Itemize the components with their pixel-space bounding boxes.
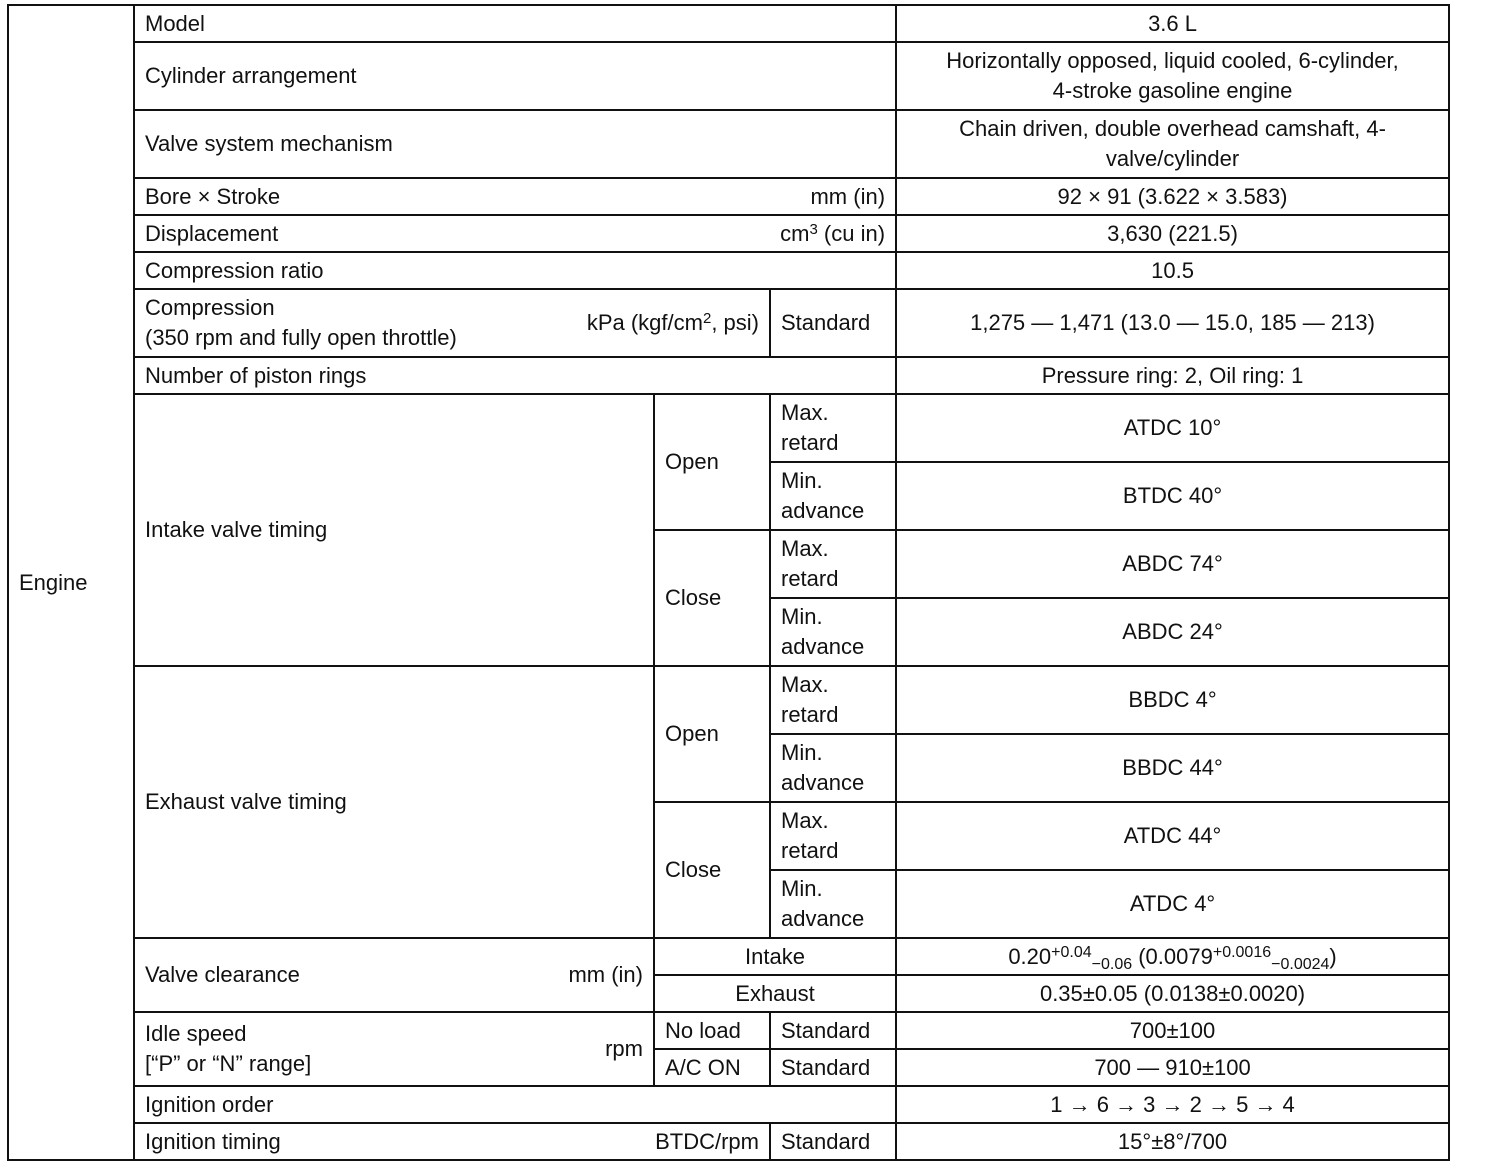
intake-close-label: Close: [654, 530, 770, 666]
valve-system-label: Valve system mechanism: [134, 110, 896, 178]
idle-no-load-label: No load: [654, 1012, 770, 1049]
compression-unit: kPa ($kgf/cm^2$, psi): [586, 310, 759, 335]
idle-speed-label-line2: [“P” or “N” range]: [145, 1051, 312, 1076]
displacement-unit: $cm^3$ (cu in): [780, 220, 886, 246]
idle-ac-on-label: A/C ON: [654, 1049, 770, 1086]
valve-clearance-intake-value: $0.20^{+0.04}_{-0.06}$ $(0.0079^{+0.0016}_{-0.0024})$: [896, 938, 1449, 975]
exhaust-close-max-label: Max. retard: [770, 802, 896, 870]
ignition-timing-label-cell: [134, 1123, 770, 1160]
displacement-value: 3,630 (221.5): [896, 215, 1449, 252]
cylinder-arrangement-label: Cylinder arrangement: [134, 42, 896, 110]
intake-open-min-value: BTDC 40°: [896, 462, 1449, 530]
ignition-timing-label: Ignition timing: [145, 1128, 281, 1154]
exhaust-close-max-value: ATDC 44°: [896, 802, 1449, 870]
displacement-label-cell: [134, 215, 896, 252]
ignition-order-label: Ignition order: [134, 1086, 896, 1123]
intake-open-max-label: Max. retard: [770, 394, 896, 462]
valve-clearance-label-cell: [134, 938, 654, 1012]
valve-clearance-exhaust-value: 0.35±0.05 (0.0138±0.0020): [896, 975, 1449, 1012]
intake-open-min-label: Min. advance: [770, 462, 896, 530]
cylinder-value-line2: 4-stroke gasoline engine: [1052, 78, 1293, 103]
engine-section-label: Engine: [8, 5, 134, 1160]
valve-system-value: [896, 110, 1449, 178]
piston-rings-label: Number of piston rings: [134, 357, 896, 394]
compression-ratio-label: Compression ratio: [134, 252, 896, 289]
idle-no-load-value: 700±100: [896, 1012, 1449, 1049]
displacement-label: Displacement: [145, 220, 279, 246]
intake-open-max-value: ATDC 10°: [896, 394, 1449, 462]
idle-ac-on-value: 700 — 910±100: [896, 1049, 1449, 1086]
compression-ratio-value: 10.5: [896, 252, 1449, 289]
valve-clearance-label: Valve clearance: [145, 962, 300, 987]
exhaust-open-label: Open: [654, 666, 770, 802]
bore-stroke-value: 92 × 91 (3.622 × 3.583): [896, 178, 1449, 215]
exhaust-close-min-label: Min. advance: [770, 870, 896, 938]
compression-label-cell: [134, 289, 770, 357]
intake-close-min-label: Min. advance: [770, 598, 896, 666]
idle-ac-on-standard: Standard: [770, 1049, 896, 1086]
exhaust-open-min-label: Min. advance: [770, 734, 896, 802]
model-label: Model: [134, 5, 896, 42]
ignition-order-value: 1 → 6 → 3 → 2 → 5 → 4: [896, 1086, 1449, 1123]
idle-speed-label-line1: Idle speed: [145, 1021, 247, 1046]
compression-label-line2: (350 rpm and fully open throttle): [145, 325, 457, 350]
idle-speed-label-cell: [134, 1012, 654, 1086]
intake-timing-label: Intake valve timing: [134, 394, 654, 666]
exhaust-timing-label: Exhaust valve timing: [134, 666, 654, 938]
ignition-timing-unit: BTDC/rpm: [655, 1128, 759, 1154]
bore-stroke-label-cell: [134, 178, 896, 215]
exhaust-open-min-value: BBDC 44°: [896, 734, 1449, 802]
valve-clearance-exhaust-label: Exhaust: [654, 975, 896, 1012]
compression-standard-label: Standard: [770, 289, 896, 357]
compression-value: 1,275 — 1,471 (13.0 — 15.0, 185 — 213): [896, 289, 1449, 357]
exhaust-open-max-value: BBDC 4°: [896, 666, 1449, 734]
bore-stroke-label: Bore × Stroke: [145, 183, 281, 209]
model-value: 3.6 L: [896, 5, 1449, 42]
cylinder-value-line1: Horizontally opposed, liquid cooled, 6-cylinder,: [946, 48, 1399, 73]
intake-close-max-label: Max. retard: [770, 530, 896, 598]
ignition-timing-value: 15°±8°/700: [896, 1123, 1449, 1160]
valve-system-value-line2: valve/cylinder: [1105, 146, 1240, 171]
bore-stroke-unit: mm (in): [810, 183, 886, 209]
ignition-timing-standard: Standard: [770, 1123, 896, 1160]
piston-rings-value: Pressure ring: 2, Oil ring: 1: [896, 357, 1449, 394]
engine-spec-table: [7, 4, 1450, 1161]
exhaust-close-label: Close: [654, 802, 770, 938]
valve-system-value-line1: Chain driven, double overhead camshaft, 4-: [959, 116, 1386, 141]
exhaust-close-min-value: ATDC 4°: [896, 870, 1449, 938]
idle-no-load-standard: Standard: [770, 1012, 896, 1049]
compression-label-line1: Compression: [145, 295, 275, 320]
valve-clearance-unit: mm (in): [568, 962, 643, 987]
idle-speed-unit: rpm: [605, 1036, 643, 1061]
intake-open-label: Open: [654, 394, 770, 530]
intake-close-min-value: ABDC 24°: [896, 598, 1449, 666]
cylinder-arrangement-value: [896, 42, 1449, 110]
intake-close-max-value: ABDC 74°: [896, 530, 1449, 598]
exhaust-open-max-label: Max. retard: [770, 666, 896, 734]
valve-clearance-intake-label: Intake: [654, 938, 896, 975]
